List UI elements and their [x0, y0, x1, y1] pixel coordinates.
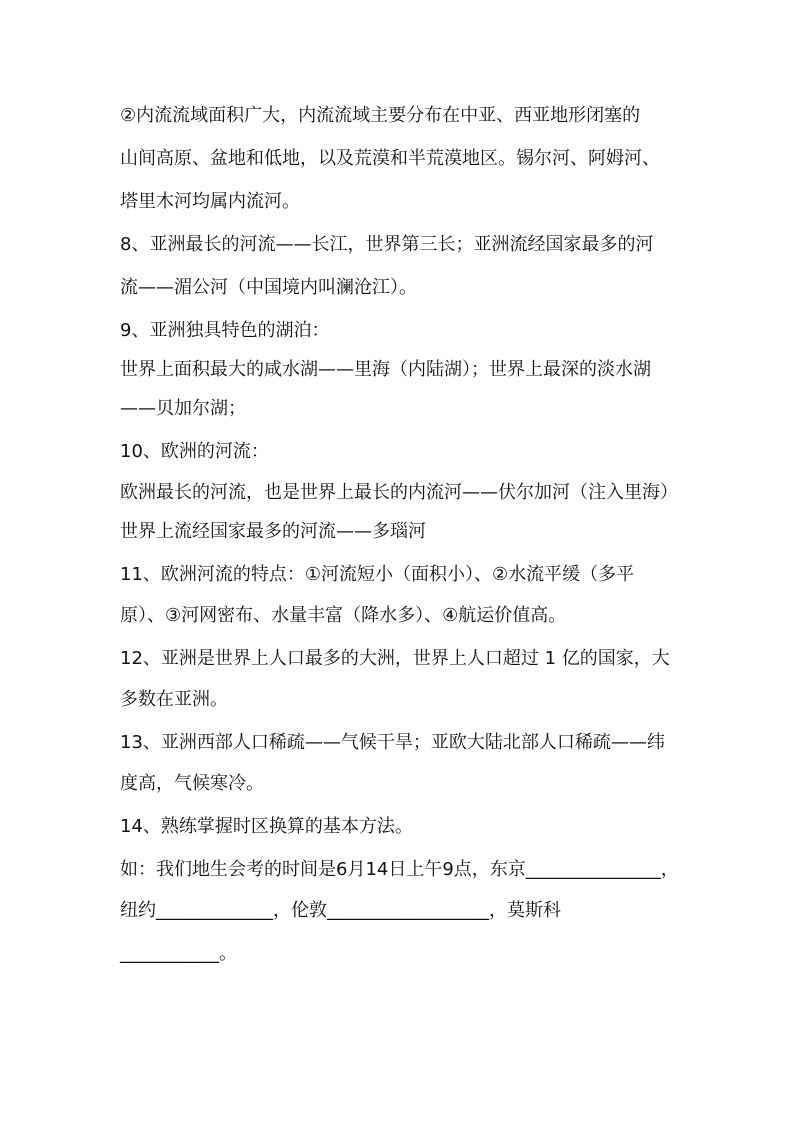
text-line-3: 塔里木河均属内流河。: [120, 191, 300, 212]
text-line-21: ___________。: [120, 943, 237, 964]
text-line-2: 山间高原、盆地和低地，以及荒漠和半荒漠地区。锡尔河、阿姆河、: [120, 148, 660, 169]
text-line-12: 11、欧洲河流的特点：①河流短小（面积小）、②水流平缓（多平: [120, 564, 635, 585]
text-line-18: 14、熟练掌握时区换算的基本方法。: [120, 816, 413, 837]
text-line-10: 欧洲最长的河流，也是世界上最长的内流河——伏尔加河（注入里海）: [120, 482, 678, 503]
text-line-11: 世界上流经国家最多的河流——多瑙河: [120, 521, 426, 542]
text-line-6: 9、亚洲独具特色的湖泊：: [120, 320, 330, 341]
text-line-9: 10、欧洲的河流：: [120, 441, 269, 462]
text-line-16: 13、亚洲西部人口稀疏——气候干旱；亚欧大陆北部人口稀疏——纬: [120, 732, 665, 753]
text-line-4: 8、亚洲最长的河流——长江，世界第三长；亚洲流经国家最多的河: [120, 234, 654, 255]
text-line-19: 如：我们地生会考的时间是6月14日上午9点，东京_______________，: [120, 859, 679, 880]
text-line-7: 世界上面积最大的咸水湖——里海（内陆湖）；世界上最深的淡水湖: [120, 359, 651, 380]
text-line-15: 多数在亚洲。: [120, 689, 228, 710]
text-line-8: ——贝加尔湖；: [120, 398, 246, 419]
text-line-14: 12、亚洲是世界上人口最多的大洲，世界上人口超过 1 亿的国家，大: [120, 648, 670, 669]
text-line-17: 度高，气候寒冷。: [120, 773, 264, 794]
text-line-20: 纽约_____________，伦敦__________________，莫斯科: [120, 900, 561, 921]
text-line-5: 流——湄公河（中国境内叫澜沧江）。: [120, 277, 417, 298]
text-line-1: ②内流流域面积广大，内流流域主要分布在中亚、西亚地形闭塞的: [120, 105, 641, 126]
text-line-13: 原）、③河网密布、水量丰富（降水多）、④航运价值高。: [120, 605, 567, 626]
